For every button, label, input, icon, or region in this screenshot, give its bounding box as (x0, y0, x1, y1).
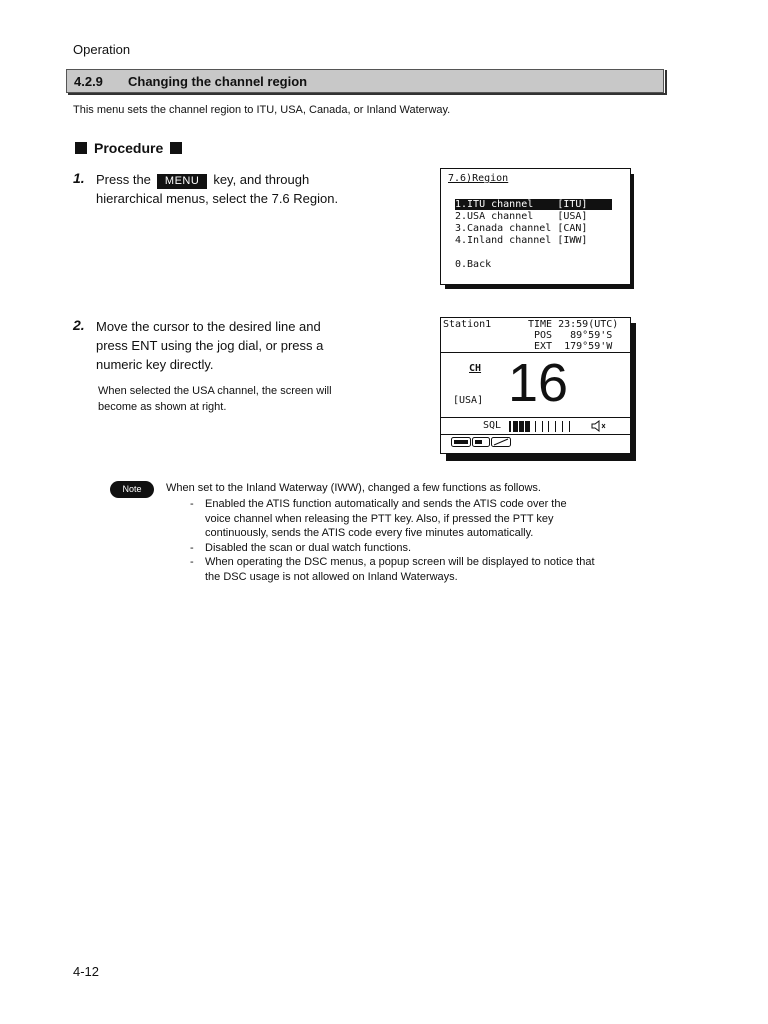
speaker-icon (591, 420, 607, 432)
note-item: - Disabled the scan or dual watch functions. (190, 541, 412, 554)
note-list (190, 497, 595, 584)
section-bar-shadow-bottom (68, 93, 667, 95)
region-menu-item-canada: 3.Canada channel [CAN] (455, 223, 588, 234)
time-readout: TIME 23:59(UTC) (528, 319, 619, 330)
intro-text: This menu sets the channel region to ITU, USA, Canada, or Inland Waterway. (73, 104, 451, 116)
sql-bar (519, 421, 524, 432)
station-name: Station1 (443, 319, 492, 330)
square-bullet-icon (75, 142, 87, 154)
region-menu-item-inland: 4.Inland channel [IWW] (455, 235, 588, 246)
step-1-line-1: Press the MENU key, and through (96, 172, 310, 187)
section-title: Changing the channel region (128, 74, 308, 89)
step-2-note: When selected the USA channel, the screen will become as shown at right. (98, 385, 332, 413)
channel-number: 16 (508, 353, 569, 413)
region-menu-back: 0.Back (455, 259, 492, 270)
sql-bar (548, 421, 549, 432)
section-heading (66, 69, 664, 93)
note-main-text: When set to the Inland Waterway (IWW), changed a few functions as follows. (166, 482, 541, 494)
section-number: 4.2.9 (74, 74, 103, 89)
running-header: Operation (73, 42, 131, 57)
note-badge: Note (110, 481, 154, 498)
status-icons (451, 437, 513, 448)
step-1-number: 1. (73, 170, 85, 186)
note-item: - When operating the DSC menus, a popup screen will be displayed to notice that the DSC usage is not allowed on Inland Waterways. (190, 556, 595, 583)
section-bar-shadow (665, 70, 667, 95)
sql-label: SQL (483, 420, 502, 431)
procedure-heading (75, 140, 182, 156)
square-bullet-icon (170, 142, 182, 154)
ch-label: CH (469, 363, 482, 374)
sql-bar (562, 421, 563, 432)
region-indicator: [USA] (453, 395, 484, 406)
page-number: 4-12 (73, 964, 100, 979)
sql-bar (542, 421, 543, 432)
note-item: - Enabled the ATIS function automatically and sends the ATIS code over the voice channel when releasing the PTT key. Also, if pressed the PTT key continuously, sends the ATIS code every five minutes automatically. (190, 498, 567, 539)
sql-bar (535, 421, 536, 432)
step-2-number: 2. (73, 317, 85, 333)
channel-screen (440, 317, 631, 454)
position-readout: POS 89°59'S (534, 330, 613, 341)
screen-divider-2 (441, 417, 630, 418)
step-1-line-2: hierarchical menus, select the 7.6 Region. (96, 191, 339, 206)
screen-divider-3 (441, 434, 630, 435)
sql-bar (569, 421, 570, 432)
ext-readout: EXT 179°59'W (534, 341, 613, 352)
region-menu-screen (440, 168, 631, 285)
region-menu-item-itu: 1.ITU channel [ITU] (455, 199, 612, 210)
sql-bar (513, 421, 518, 432)
sql-bar (509, 421, 511, 432)
step-1-text (96, 170, 338, 208)
procedure-label: Procedure (94, 140, 164, 156)
menu-key: MENU (157, 174, 207, 189)
sql-bar (555, 421, 556, 432)
step-2-text: Move the cursor to the desired line and press ENT using the jog dial, or press a numeric key directly. (96, 319, 324, 372)
region-menu-item-usa: 2.USA channel [USA] (455, 211, 588, 222)
region-menu-title: 7.6)Region (448, 173, 509, 184)
squelch-level-bars (509, 421, 579, 432)
sql-bar (525, 421, 530, 432)
